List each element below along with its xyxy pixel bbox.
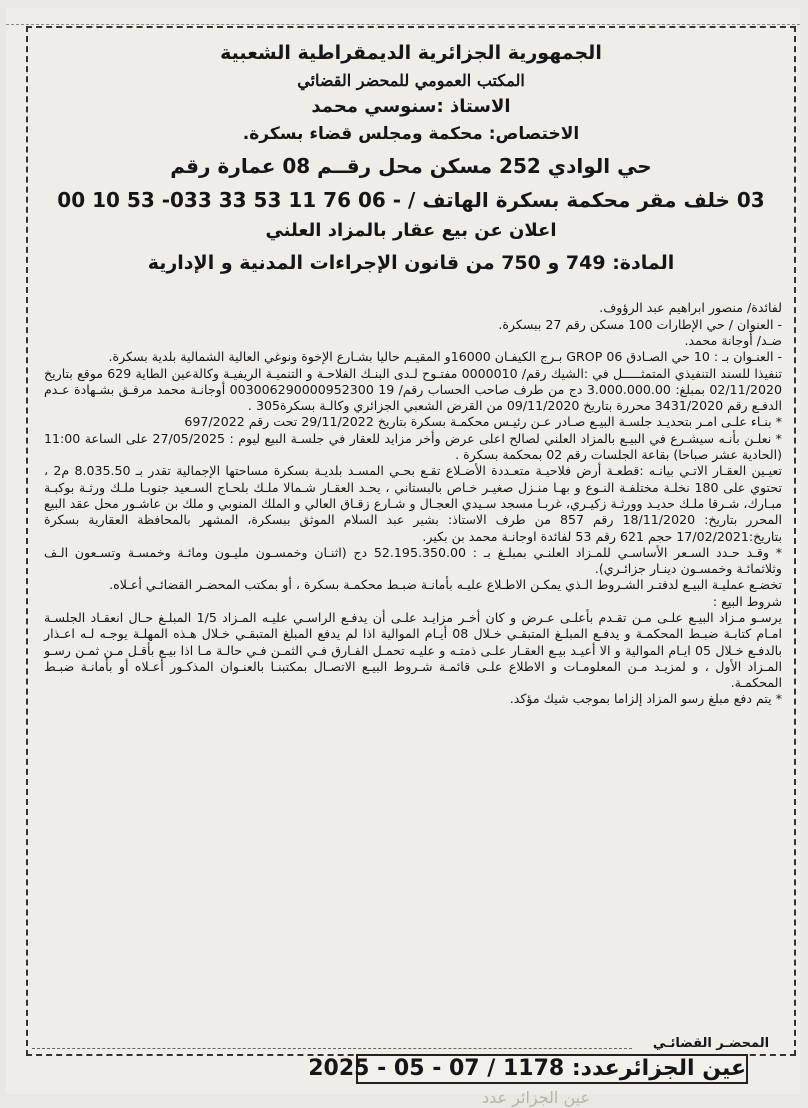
- sale-date: * نعلـن بأنـه سيشـرع في البيـع بالمزاد العلني لصالح اعلى عرض وأخر مزايد للعقار في جلسـة البيع ليوم : 27/05/2025 على الساعة 11:00 (الحادية عشر صباحا) بقاعة الجلسات رقم 02 بمحكمة بسكرة .: [44, 430, 782, 463]
- document-page: [6, 8, 800, 1107]
- announcement-content: [34, 32, 788, 708]
- announcement-title: اعلان عن بيع عقار بالمزاد العلني: [265, 219, 557, 241]
- signature-divider: [32, 1048, 632, 1050]
- signature: المحضـر القضائـي: [652, 1036, 770, 1051]
- announcement-body: [34, 300, 788, 707]
- legal-article: المادة: 749 و 750 من قانون الإجراءات المدنية و الإدارية: [147, 251, 675, 274]
- office-heading: المكتب العمومي للمحضر القضائي: [297, 70, 525, 90]
- court-order: * بنـاء علـى امـر بتحديـد جلسـة البيـع صـادر عـن رئيـس محكمـة بسكرة بتاريخ 29/11/2022 تحت رقم 697/2022: [184, 414, 782, 430]
- jurisdiction: الاختصاص: محكمة ومجلس قضاء بسكرة.: [242, 123, 580, 144]
- defendant-address: - العنـوان بـ : 10 حي الصـادق GROP 06 بـرج الكيفـان 16000و المقيـم حاليا بشـارع الإخوة ونوغي العالية الشمالية بلدية بسكرة.: [108, 349, 782, 365]
- beneficiary: لفائدة/ منصور ابراهيم عبد الرؤوف.: [599, 300, 782, 316]
- republic-heading: الجمهورية الجزائرية الديمقراطية الشعبية: [220, 42, 602, 64]
- publication-reference: عين الجزائرعدد: 1178 / 07 - 05 - 2025: [356, 1054, 748, 1084]
- top-cut-strip: [6, 8, 800, 25]
- bailiff-name: الاستاذ :سنوسي محمد: [311, 95, 511, 117]
- faint-bleedthrough-text: عين الجزائر عدد: [482, 1088, 590, 1107]
- sale-terms: يرسـو مـزاد البيـع علـى مـن تقـدم بأعلـى عـرض و كان أخـر مزايـد علـى أن يدفـع الراسـي عليـه المـزاد 1/5 المبلـغ حـال انعقـاد الجلسـة امـام كتابـة ضبـط المحكمـة و يدفـع المبلـغ المتبقـي خـلال 08 أيـام الموالية اذا لم يدفع المبلغ المتبقـي خـلال هـذه المهلـة يوجـه لـه اعـذار بالدفـع خـلال 05 ايـام الموالية و الا أعيـد بيـع العقـار علـى ذمتـه و عليـه تحمـل الفـارق فـي الثمـن فـي حالـة مـا اذا بيـع بأقـل مـن ثمـن رسـو المـزاد الأول ، و لمزيـد مـن المعلومـات و الاطلاع علـى قائمـة شـروط البيـع الاتصـال بمكتبنـا بالعنـوان المذكـور أعـلاه أو بأمانـة ضبـط المحكمـة.: [44, 610, 782, 691]
- payment-note: * يتم دفع مبلغ رسو المزاد إلزاما بموجب شيك مؤكد.: [509, 691, 782, 707]
- office-address-2: 03 خلف مقر محكمة بسكرة الهاتف / - 06 76 11 53 33 033- 53 10 00: [57, 187, 765, 212]
- office-address-1: حي الوادي 252 مسكن محل رقــم 08 عمارة رقم: [170, 153, 652, 178]
- beneficiary-address: - العنوان / حي الإطارات 100 مسكن رقم 27 ببسكرة.: [498, 316, 782, 332]
- defendant: ضـد/ أوجانة محمد.: [684, 332, 782, 348]
- base-price: * وقـد حـدد السـعر الأساسـي للمـزاد العلنـي بمبلـغ بـ : 52.195.350.00 دج (اثنـان وخمسـون مليـون ومائـة وخمسـة وتسـعون الـف وثلاثمائـة وخمسـون دينـار جزائـري).: [44, 544, 782, 577]
- property-description: تعيـين العقـار الاتـي بيانـه :قطعـة أرض فلاحيـة متعـددة الأضـلاع تقـع بحـي المسـد بلديـة بسكرة مساحتها الإجمالية تقدر بـ 8.035.50 م2 ، تحتوي على 180 نخلـة مختلفـة النـوع و بهـا منـزل صغيـر خـاص بالبستاني ، يحـد العقـار شـمالا ملـك بلحـاج السـعيد جنوبـا ملـك ورثـة بوكبـة مبـارك، شـرقا ملـك حديـد وورثـة زكيـري، غربـا مسجد سـيدي العجـال و شـارع زقـاق العالي و الملك المنوبي و ملك بن عاشـور محل عقد البيع المحرر بتاريخ: 18/11/2020 رقم 857 من طرف الاستاذ: بشير عبد السلام الموثق ببسكرة، المشهر بالمحافظة العقارية بسكرة بتاريخ:17/02/2021 حجم 621 رقم 53 لفائدة اوجانـة محمد بن بكير.: [44, 463, 782, 544]
- sale-terms-heading: شروط البيع :: [712, 593, 782, 609]
- conditions-file: تخضـع عمليـة البيـع لدفتـر الشـروط الـذي يمكـن الاطـلاع عليـه بأمانـة ضبـط محكمـة بسكرة ، أو بمكتب المحضـر القضائـي أعـلاه.: [109, 577, 782, 593]
- enforcement-title: تنفيذا للسند التنفيذي المتمثـــــل في :الشيك رقم/ 0000010 مفتـوح لـدى البنـك الفلاحـة و التنميـة الريفيـة وكالةعين الطاية 629 موقع بتاريخ 02/11/2020 بمبلغ: 3.000.000.00 دج من طرف صاحب الحساب رقم/ 19 003006290000952300 أوجانـة محمد مرفـق بشـهادة عـدم الدفـع رقم 3431/2020 محررة بتاريخ 09/11/2020 من القرض الشعبي الجزائري وكالـة بسكرة305 .: [44, 365, 782, 414]
